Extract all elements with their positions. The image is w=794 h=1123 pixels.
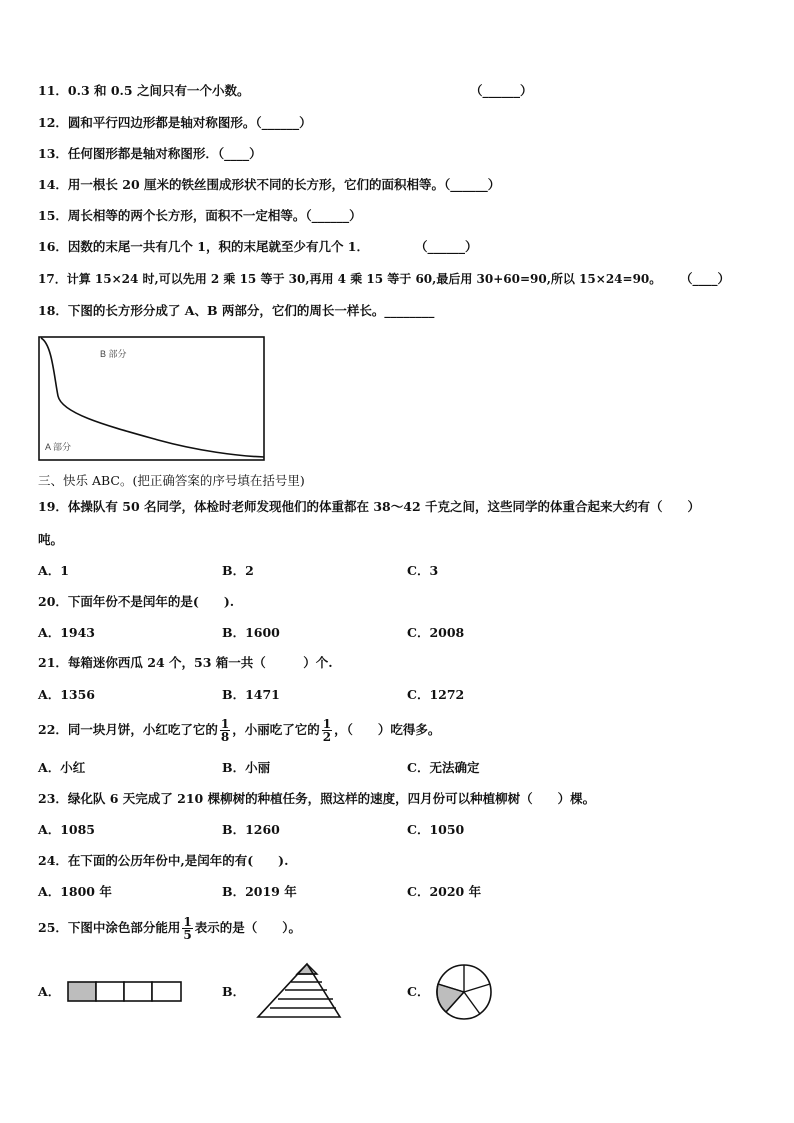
option-a-bar-figure[interactable] — [67, 981, 183, 1003]
answer-blank-11[interactable]: （______） — [470, 83, 533, 98]
question-number: 23． — [38, 791, 68, 806]
question-text: 0.3 和 0.5 之间只有一个小数。 — [67, 83, 250, 98]
fraction-denominator: 8 — [220, 730, 230, 744]
question-19 — [38, 499, 700, 515]
question-number: 15． — [38, 208, 68, 223]
option-c[interactable]: C．2020 年 — [407, 884, 482, 899]
option-c[interactable]: C． — [407, 984, 430, 999]
question-20 — [38, 594, 234, 610]
option-a[interactable]: A．1 — [38, 563, 69, 578]
question-text: 同一块月饼，小红吃了它的 — [67, 722, 218, 737]
question-21 — [38, 655, 333, 671]
question-text: ，（ ）吃得多。 — [334, 722, 441, 737]
option-b[interactable]: B．1600 — [222, 625, 280, 640]
question-22 — [38, 714, 440, 746]
question-12 — [38, 115, 312, 131]
question-number: 13． — [38, 146, 68, 161]
fraction-numerator: 1 — [322, 717, 332, 731]
question-number: 16． — [38, 239, 68, 254]
question-25 — [38, 912, 301, 944]
question-number: 12． — [38, 115, 68, 130]
fraction-numerator: 1 — [183, 915, 192, 929]
fraction-denominator: 5 — [183, 928, 192, 942]
answer-blank-16[interactable]: （______） — [415, 239, 478, 254]
question-15 — [38, 208, 362, 224]
question-number: 19． — [38, 499, 68, 514]
option-c[interactable]: C．3 — [407, 563, 439, 578]
question-text: 圆和平行四边形都是轴对称图形。 — [67, 115, 256, 130]
question-number: 14． — [38, 177, 68, 192]
question-number: 24． — [38, 853, 68, 868]
answer-blank-14[interactable]: （______） — [444, 177, 501, 192]
question-number: 20． — [38, 594, 68, 609]
question-13 — [38, 146, 262, 162]
question-number: 17． — [38, 272, 67, 286]
option-c-circle-figure[interactable] — [434, 962, 494, 1022]
question-number: 25． — [38, 920, 68, 935]
fraction — [322, 718, 332, 743]
option-b[interactable]: B．1260 — [222, 822, 280, 837]
question-14 — [38, 177, 500, 193]
question-text: 计算 15×24 时,可以先用 2 乘 15 等于 30,再用 4 乘 15 等于 60,最后用 30+60=90,所以 15×24=90。 — [66, 272, 662, 286]
option-a[interactable]: A．小红 — [38, 760, 86, 775]
fraction-denominator: 2 — [322, 730, 332, 744]
option-c[interactable]: C．无法确定 — [407, 760, 480, 775]
question-18 — [38, 303, 434, 319]
option-b[interactable]: B．小丽 — [222, 760, 271, 775]
option-a[interactable]: A．1356 — [38, 687, 95, 702]
fraction — [182, 916, 192, 941]
question-24 — [38, 853, 288, 869]
section-title: 三、快乐 ABC。(把正确答案的序号填在括号里) — [38, 473, 305, 488]
option-a[interactable]: A．1800 年 — [38, 884, 112, 899]
fraction — [220, 718, 230, 743]
question-text: 因数的末尾一共有几个 1，积的末尾就至少有几个 1． — [67, 239, 370, 254]
question-text: 在下面的公历年份中,是闰年的有( ). — [67, 853, 289, 868]
question-text: 下面年份不是闰年的是( ). — [67, 594, 235, 609]
option-b[interactable]: B． — [222, 984, 246, 999]
question-text: 每箱迷你西瓜 24 个，53 箱一共（ ）个. — [67, 655, 333, 670]
option-b-triangle-figure[interactable] — [256, 962, 342, 1020]
rectangle-figure-18 — [38, 336, 266, 462]
question-text: 体操队有 50 名同学，体检时老师发现他们的体重都在 38～42 千克之间，这些同学的体重合起来大约有（ ） — [67, 499, 701, 514]
option-a[interactable]: A． — [38, 984, 61, 999]
answer-blank-15[interactable]: （______） — [305, 208, 362, 223]
question-23 — [38, 791, 595, 807]
label-a: A 部分 — [45, 442, 72, 452]
question-11 — [38, 83, 249, 99]
question-text: ，小丽吃了它的 — [232, 722, 320, 737]
question-text: 绿化队 6 天完成了 210 棵柳树的种植任务，照这样的速度，四月份可以种植柳树（ ）棵。 — [67, 791, 596, 806]
option-a[interactable]: A．1085 — [38, 822, 95, 837]
fraction-numerator: 1 — [220, 717, 230, 731]
option-b[interactable]: B．1471 — [222, 687, 280, 702]
option-b[interactable]: B．2019 年 — [222, 884, 297, 899]
option-c[interactable]: C．2008 — [407, 625, 465, 640]
answer-blank-12[interactable]: （______） — [255, 115, 312, 130]
option-c[interactable]: C．1050 — [407, 822, 465, 837]
question-text: 下图的长方形分成了 A、B 两部分，它们的周长一样长。 — [67, 303, 385, 318]
question-text: 周长相等的两个长方形，面积不一定相等。 — [67, 208, 306, 223]
question-text: 下图中涂色部分能用 — [67, 920, 181, 935]
question-number: 18． — [38, 303, 68, 318]
answer-blank-18[interactable]: ________ — [384, 303, 435, 318]
answer-blank-17[interactable]: （____） — [680, 271, 731, 286]
question-number: 22． — [38, 722, 68, 737]
option-c[interactable]: C．1272 — [407, 687, 465, 702]
question-16 — [38, 239, 369, 255]
question-text: 用一根长 20 厘米的铁丝围成形状不同的长方形，它们的面积相等。 — [67, 177, 445, 192]
answer-blank-13[interactable]: （____） — [217, 146, 262, 161]
question-17 — [38, 271, 661, 287]
question-19-continued: 吨。 — [38, 532, 64, 547]
question-text: 任何图形都是轴对称图形． — [67, 146, 218, 161]
question-number: 21． — [38, 655, 68, 670]
question-number: 11． — [38, 83, 68, 98]
option-a[interactable]: A．1943 — [38, 625, 95, 640]
option-b[interactable]: B．2 — [222, 563, 254, 578]
question-text: 表示的是（ ）。 — [194, 920, 302, 935]
label-b: B 部分 — [100, 349, 127, 359]
